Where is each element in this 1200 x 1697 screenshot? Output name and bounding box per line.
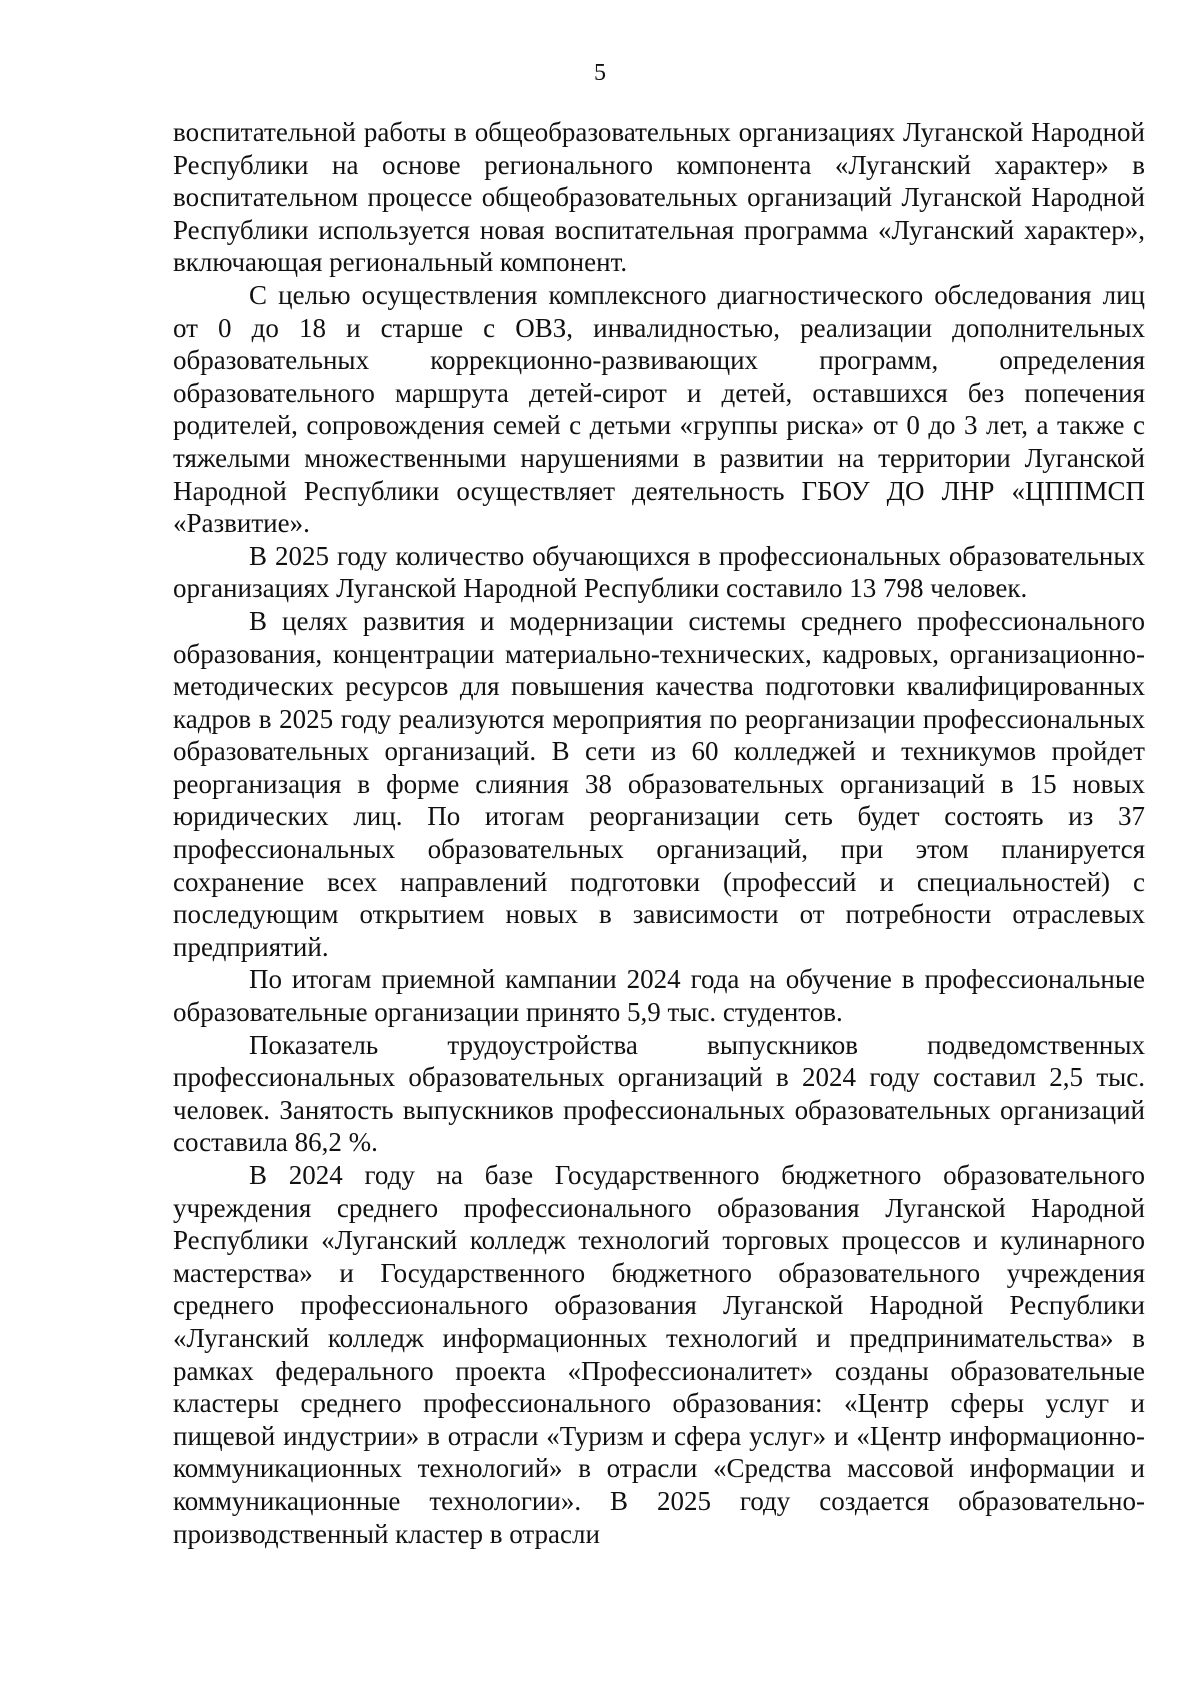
page-number: 5 bbox=[594, 60, 606, 86]
paragraph-diagnostic-center: С целью осуществления комплексного диагностического обследования лиц от 0 до 18 и старше с ОВЗ, инвалидностью, реализации дополнительных образовательных коррекционно-развивающих программ, определения образовательного маршрута детей-сирот и детей, оставшихся без попечения родителей, сопровождения семей с детьми «группы риска» от 0 до 3 лет, а также с тяжелыми множественными нарушениями в развитии на территории Луганской Народной Республики осуществляет деятельность ГБОУ ДО ЛНР «ЦППМСП «Развитие». bbox=[173, 279, 1145, 539]
document-body bbox=[173, 116, 1145, 1550]
paragraph-employment: Показатель трудоустройства выпускников подведомственных профессиональных образовательных организаций в 2024 году составил 2,5 тыс. человек. Занятость выпускников профессиональных образовательных организаций составила 86,2 %. bbox=[173, 1029, 1145, 1158]
paragraph-student-count: В 2025 году количество обучающихся в профессиональных образовательных организациях Луганской Народной Республики составило 13 798 человек. bbox=[173, 540, 1145, 604]
paragraph-continuation: воспитательной работы в общеобразовательных организациях Луганской Народной Республики на основе регионального компонента «Луганский характер» в воспитательном процессе общеобразовательных организаций Луганской Народной Республики используется новая воспитательная программа «Луганский характер», включающая региональный компонент. bbox=[173, 117, 1145, 278]
paragraph-reorganization: В целях развития и модернизации системы среднего профессионального образования, концентрации материально-технических, кадровых, организационно-методических ресурсов для повышения качества подготовки квалифицированных кадров в 2025 году реализуются мероприятия по реорганизации профессиональных образовательных организаций. В сети из 60 колледжей и техникумов пройдет реорганизация в форме слияния 38 образовательных организаций в 15 новых юридических лиц. По итогам реорганизации сеть будет состоять из 37 профессиональных образовательных организаций, при этом планируется сохранение всех направлений подготовки (профессий и специальностей) с последующим открытием новых в зависимости от потребности отраслевых предприятий. bbox=[173, 605, 1145, 962]
paragraph-clusters: В 2024 году на базе Государственного бюджетного образовательного учреждения среднего профессионального образования Луганской Народной Республики «Луганский колледж технологий торговых процессов и кулинарного мастерства» и Государственного бюджетного образовательного учреждения среднего профессионального образования Луганской Народной Республики «Луганский колледж информационных технологий и предпринимательства» в рамках федерального проекта «Профессионалитет» созданы образовательные кластеры среднего профессионального образования: «Центр сферы услуг и пищевой индустрии» в отрасли «Туризм и сфера услуг» и «Центр информационно-коммуникационных технологий» в отрасли «Средства массовой информации и коммуникационные технологии». В 2025 году создается образовательно-производственный кластер в отрасли bbox=[173, 1160, 1145, 1549]
paragraph-admission: По итогам приемной кампании 2024 года на обучение в профессиональные образовательные организации принято 5,9 тыс. студентов. bbox=[173, 964, 1145, 1028]
